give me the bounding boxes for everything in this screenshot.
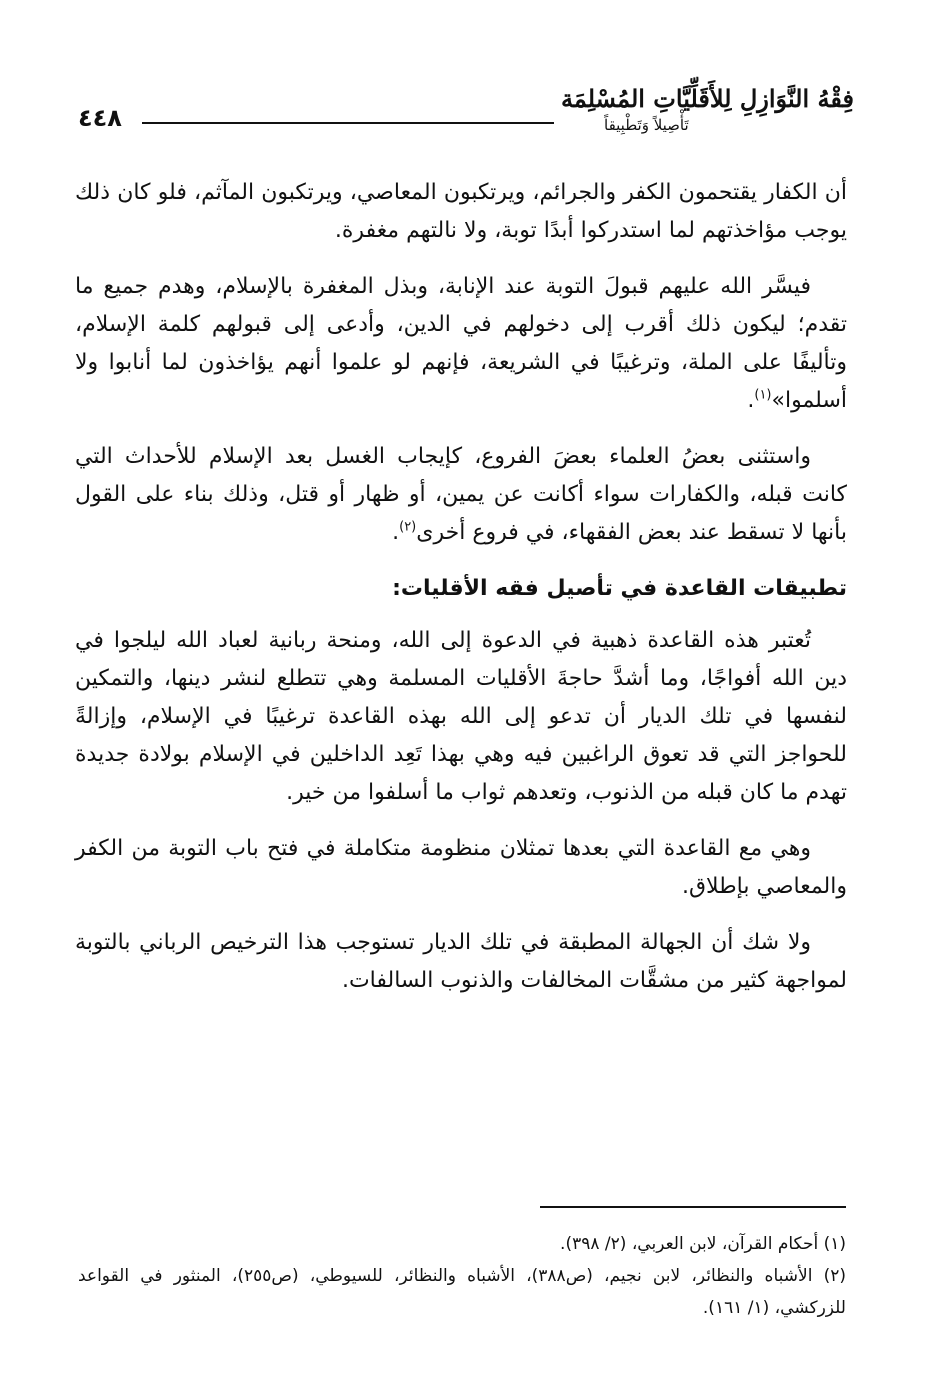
footnote-divider	[540, 1206, 846, 1208]
footnote-ref-2: (٢)	[399, 519, 417, 535]
footnote-1: (١) أحكام القرآن، لابن العربي، (٢/ ٣٩٨).	[560, 1234, 846, 1254]
book-title	[560, 82, 854, 134]
header-divider	[142, 122, 554, 124]
paragraph-2: فيسَّر الله عليهم قبولَ التوبة عند الإنابة، وبذل المغفرة بالإسلام، وهدم جميع ما تقدم؛ ليكون ذلك أقرب إلى دخولهم في الدين، وأدعى إلى قبولهم كلمة الإسلام، وتأليفًا على الملة، وترغيبًا في الشريعة، فإنهم لو علموا أنهم يؤاخذون لما أنابوا ولا أسلموا»$^{(١)}$.	[75, 274, 847, 413]
paragraph-5: وهي مع القاعدة التي بعدها تمثلان منظومة متكاملة في فتح باب التوبة من الكفر والمعاصي بإطلاق.	[75, 836, 847, 899]
book-title-subtitle: تَأْصِيلاً وَتَطْبِيقاً	[604, 116, 689, 134]
paragraph-3-text: واستثنى بعضُ العلماء بعضَ الفروع، كإيجاب الغسل بعد الإسلام للأحداث التي كانت قبله، والكفارات سواء أكانت عن يمين، أو ظهار أو قتل، وذلك بناء على القول بأنها لا تسقط عند بعض الفقهاء، في فروع أخرى	[75, 444, 847, 545]
main-text	[75, 174, 847, 1018]
paragraph-1: أن الكفار يقتحمون الكفر والجرائم، ويرتكبون المعاصي، ويرتكبون المآثم، فلو كان ذلك يوجب مؤاخذتهم لما استدركوا أبدًا توبة، ولا نالتهم مغفرة.	[75, 180, 847, 243]
footnote-ref-1: (١)	[754, 387, 772, 403]
section-heading: تطبيقات القاعدة في تأصيل فقه الأقليات:	[392, 576, 847, 601]
paragraph-6: ولا شك أن الجهالة المطبقة في تلك الديار تستوجب هذا الترخيص الرباني بالتوبة لمواجهة كثير من مشقَّات المخالفات والذنوب السالفات.	[75, 930, 847, 993]
footnote-2: (٢) الأشباه والنظائر، لابن نجيم، (ص٣٨٨)، الأشباه والنظائر، للسيوطي، (ص٢٥٥)، المنثور في القواعد للزركشي، (١/ ١٦١).	[78, 1266, 846, 1318]
page-header	[78, 82, 854, 152]
page-number: ٤٤٨	[78, 104, 122, 132]
paragraph-3: واستثنى بعضُ العلماء بعضَ الفروع، كإيجاب الغسل بعد الإسلام للأحداث التي كانت قبله، والكفارات سواء أكانت عن يمين، أو ظهار أو قتل، وذلك بناء على القول بأنها لا تسقط عند بعض الفقهاء، في فروع أخرى$^{(٢)}$.	[75, 444, 847, 545]
paragraph-4: تُعتبر هذه القاعدة ذهبية في الدعوة إلى الله، ومنحة ربانية لعباد الله ليلجوا في دين الله أفواجًا، وما أشدَّ حاجةَ الأقليات المسلمة وهي تتطلع لنشر دينها، والتمكين لنفسها في تلك الديار أن تدعو إلى الله بهذه القاعدة ترغيبًا في الإسلام، وإزالةً للحواجز التي قد تعوق الراغبين فيه وهي بهذا تَعِد الداخلين في الإسلام بولادة جديدة تهدم ما كان قبله من الذنوب، وتعدهم ثواب ما أسلفوا من خير.	[75, 628, 847, 805]
footnotes	[78, 1228, 846, 1324]
book-title-main: فِقْهُ النَّوَازِلِ لِلأَقَلِّيَّاتِ المُسْلِمَة	[560, 84, 854, 113]
paragraph-2-text: فيسَّر الله عليهم قبولَ التوبة عند الإنابة، وبذل المغفرة بالإسلام، وهدم جميع ما تقدم؛ ليكون ذلك أقرب إلى دخولهم في الدين، وأدعى إلى قبولهم كلمة الإسلام، وتأليفًا على الملة، وترغيبًا في الشريعة، فإنهم لو علموا أنهم يؤاخذون لما أنابوا ولا أسلموا»	[75, 274, 847, 413]
